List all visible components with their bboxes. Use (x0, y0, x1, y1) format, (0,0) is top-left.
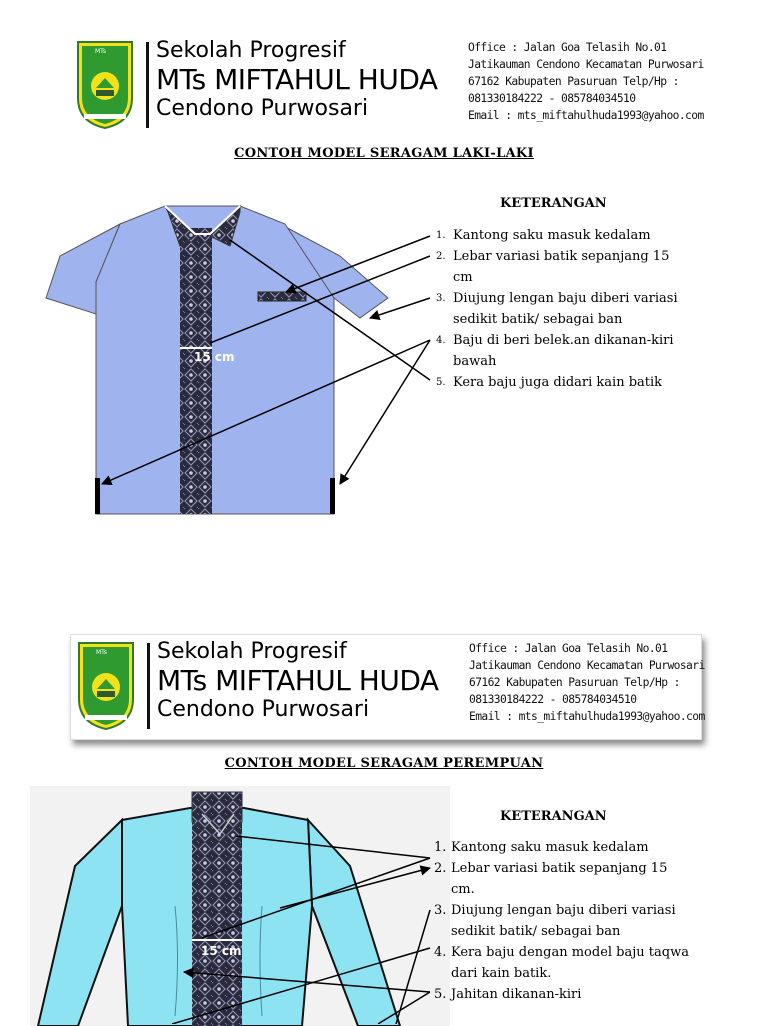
office-line: Office : Jalan Goa Telasih No.01 (469, 642, 668, 655)
list-item: 4. Kera baju dengan model baju taqwa dari kain batik. (434, 945, 689, 981)
office-line: 081330184222 - 085784034510 (469, 693, 637, 706)
list-item: 5. Kera baju juga didari kain batik (436, 375, 663, 390)
office-line: Email : mts_miftahulhuda1993@yahoo.com (469, 710, 705, 723)
female-keterangan-heading: KETERANGAN (500, 809, 607, 824)
office-line: 67162 Kabupaten Pasuruan Telp/Hp : (468, 75, 679, 88)
school-line2: MTs MIFTAHUL HUDA (156, 63, 438, 96)
list-item: 1. Kantong saku masuk kedalam (434, 840, 649, 855)
list-item: 3. Diujung lengan baju diberi variasi sedikit batik/ sebagai ban (434, 903, 676, 939)
school-line1: Sekolah Progresif (156, 38, 346, 63)
male-keterangan-heading: KETERANGAN (500, 196, 607, 211)
list-item: 4. Baju di beri belek.an dikanan-kiri bawah (436, 333, 674, 369)
female-section-title: CONTOH MODEL SERAGAM PEREMPUAN (224, 756, 544, 771)
office-line: Office : Jalan Goa Telasih No.01 (468, 41, 667, 54)
female-notes-list (434, 837, 694, 1005)
school-line1: Sekolah Progresif (157, 639, 347, 664)
office-line: Email : mts_miftahulhuda1993@yahoo.com (468, 109, 704, 122)
list-item: 2. Lebar variasi batik sepanjang 15 cm (436, 249, 670, 285)
female-measure-label: 15 cm (201, 944, 242, 958)
school-line3: Cendono Purwosari (157, 697, 370, 722)
school-line3: Cendono Purwosari (156, 96, 369, 121)
office-line: Jatikauman Cendono Kecamatan Purwosari (469, 659, 705, 672)
office-line: 67162 Kabupaten Pasuruan Telp/Hp : (469, 676, 680, 689)
office-line: 081330184222 - 085784034510 (468, 92, 636, 105)
office-line: Jatikauman Cendono Kecamatan Purwosari (468, 58, 704, 71)
list-item: 1. Kantong saku masuk kedalam (436, 228, 651, 243)
school-line2: MTs MIFTAHUL HUDA (157, 664, 439, 697)
logo-top-text: MTs (95, 48, 106, 55)
list-item: 2. Lebar variasi batik sepanjang 15 cm. (434, 861, 668, 897)
male-section-title: CONTOH MODEL SERAGAM LAKI-LAKI (234, 146, 534, 161)
logo-top-text: MTs (96, 649, 107, 656)
list-item: 5. Jahitan dikanan-kiri (434, 987, 582, 1002)
list-item: 3. Diujung lengan baju diberi variasi sedikit batik/ sebagai ban (436, 291, 678, 327)
male-measure-label: 15 cm (194, 350, 235, 364)
